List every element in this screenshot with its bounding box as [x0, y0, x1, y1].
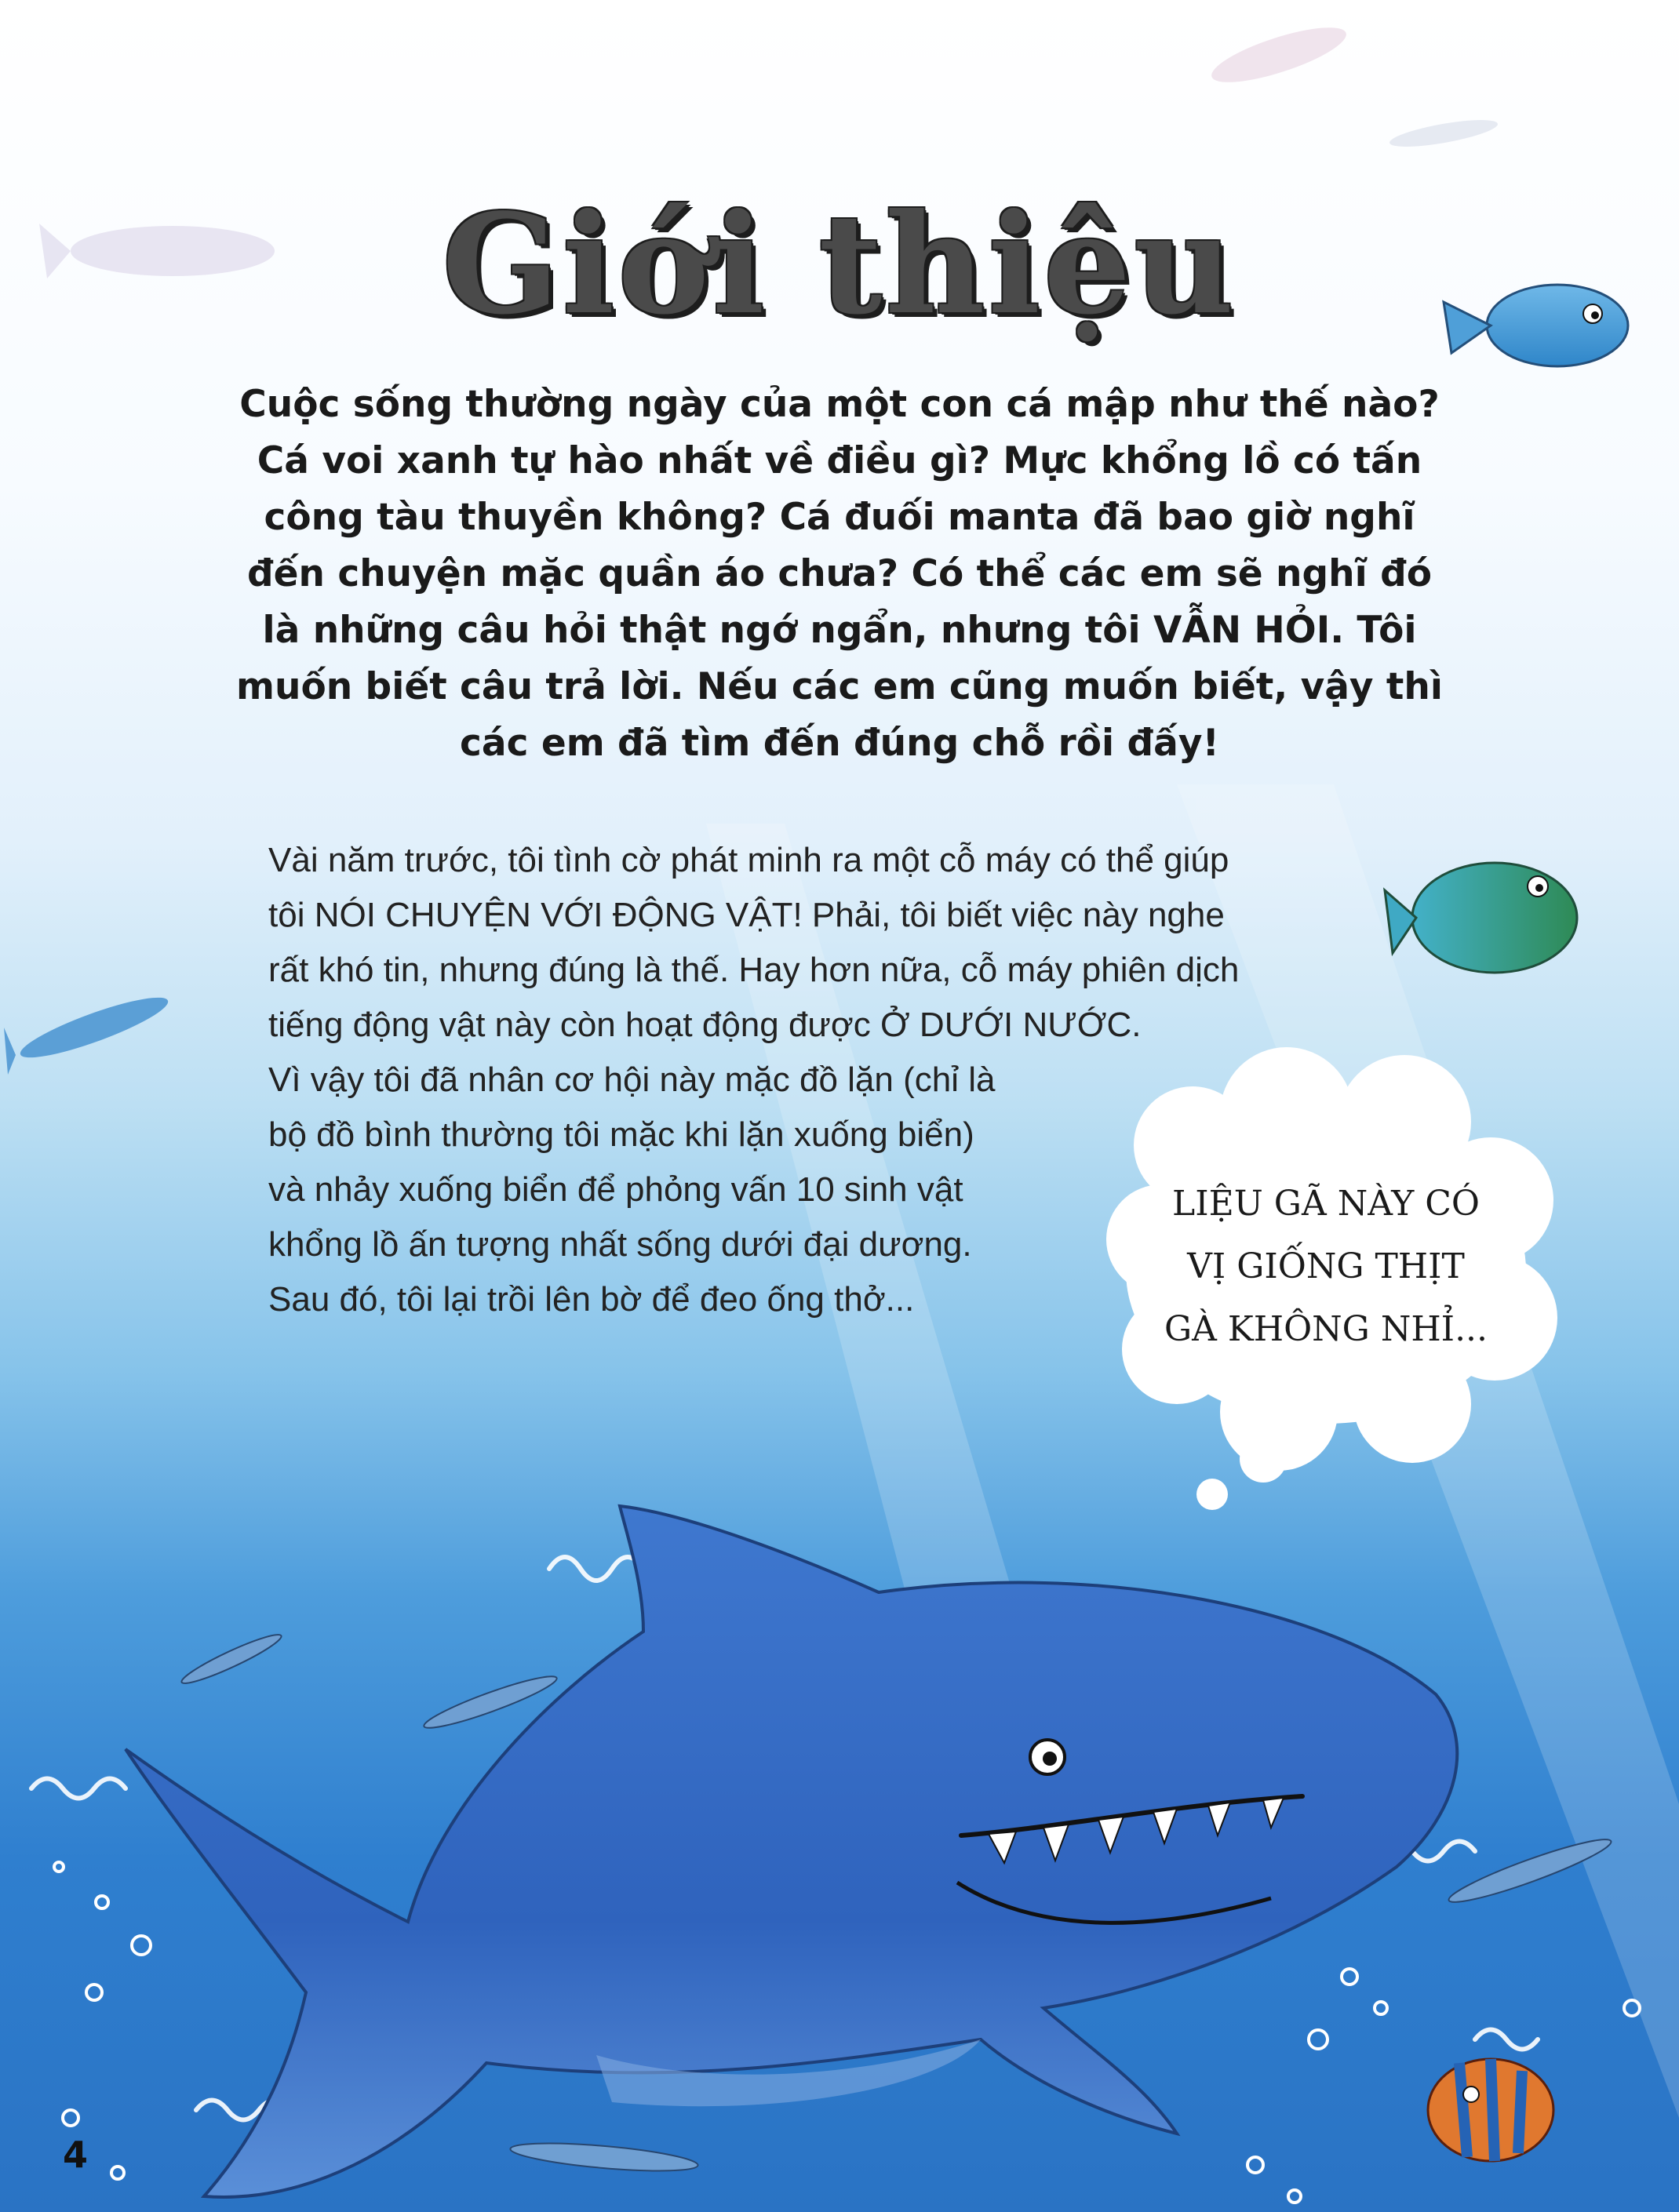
body-line: Vài năm trước, tôi tình cờ phát minh ra một cỗ máy có thể giúp [268, 841, 1229, 879]
body-line: và nhảy xuống biển để phỏng vấn 10 sinh vật [268, 1170, 963, 1209]
intro-line: các em đã tìm đến đúng chỗ rồi đấy! [460, 722, 1219, 765]
body-line: tiếng động vật này còn hoạt động được Ở DƯỚI NƯỚC. [268, 1006, 1142, 1044]
body-line: Sau đó, tôi lại trồi lên bờ để đeo ống thở... [268, 1280, 915, 1319]
shark-icon [126, 1506, 1457, 2197]
green-fish-icon [1385, 863, 1577, 973]
striped-fish-icon [1428, 2059, 1553, 2161]
body-line: Vì vậy tôi đã nhân cơ hội này mặc đồ lặn (chỉ là [268, 1061, 996, 1099]
faint-fish-top-right [1207, 16, 1499, 152]
intro-line: Cá voi xanh tự hào nhất về điều gì? Mực khổng lồ có tấn [257, 439, 1422, 482]
intro-line: đến chuyện mặc quần áo chưa? Có thể các em sẽ nghĩ đó [246, 552, 1432, 595]
page-number: 4 [63, 2134, 89, 2176]
body-paragraph [268, 833, 1239, 1327]
body-line: tôi NÓI CHUYỆN VỚI ĐỘNG VẬT! Phải, tôi biết việc này nghe [268, 896, 1225, 934]
small-fish-left-icon [4, 988, 173, 1075]
thought-bubble-text [1161, 1173, 1491, 1361]
thought-line: GÀ KHÔNG NHỈ... [1164, 1309, 1488, 1349]
page-title: Giới thiệu [442, 184, 1237, 345]
intro-line: muốn biết câu trả lời. Nếu các em cũng muốn biết, vậy thì [236, 665, 1443, 708]
intro-paragraph [235, 377, 1444, 772]
body-line: bộ đồ bình thường tôi mặc khi lặn xuống biển) [268, 1115, 974, 1154]
intro-line: Cuộc sống thường ngày của một con cá mập như thế nào? [239, 383, 1440, 426]
body-line: rất khó tin, nhưng đúng là thế. Hay hơn nữa, cỗ máy phiên dịch [268, 951, 1240, 989]
intro-line: công tàu thuyền không? Cá đuối manta đã bao giờ nghĩ [264, 496, 1415, 539]
thought-line: LIỆU GÃ NÀY CÓ [1172, 1184, 1480, 1224]
body-line: khổng lồ ấn tượng nhất sống dưới đại dương. [268, 1225, 972, 1264]
thought-line: VỊ GIỐNG THỊT [1187, 1246, 1465, 1286]
intro-line: là những câu hỏi thật ngớ ngẩn, nhưng tôi VẪN HỎI. Tôi [262, 609, 1417, 652]
